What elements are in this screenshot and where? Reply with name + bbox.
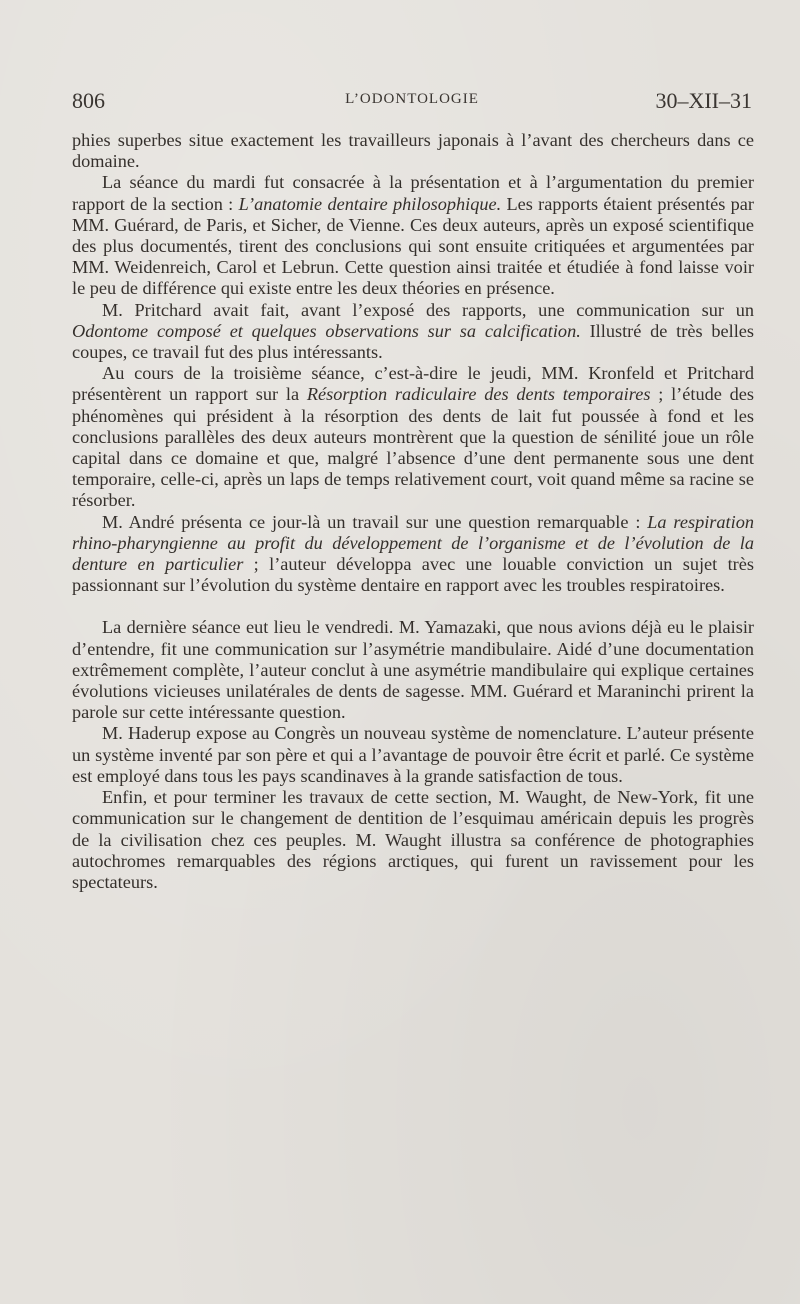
paragraph-text: phies superbes situe exactement les travailleurs japonais à l’avant des chercheurs dans ce domaine. <box>72 130 754 172</box>
paragraph-8 <box>72 787 754 893</box>
paragraph-text: ; l’auteur développa avec une louable conviction un sujet très passionnant sur l’évolution du système dentaire en rapport avec les troubles respiratoires. <box>72 554 754 596</box>
paragraph-text: Au cours de la troisième séance, c’est-à-dire le jeudi, MM. Kronfeld et Pritchard présentèrent un rapport sur la <box>72 363 754 405</box>
paragraph-text: La séance du mardi fut consacrée à la présentation et à l’argumentation du premier rapport de la section : <box>72 172 754 214</box>
report-title: L’anatomie dentaire philosophique. <box>238 193 502 214</box>
paragraph-5 <box>72 512 754 597</box>
paragraph-text: M. André présenta ce jour-là un travail sur une question remarquable : <box>102 511 648 532</box>
page-header <box>72 88 752 118</box>
report-title: Résorption radiculaire des dents temporaires <box>306 384 651 405</box>
work-title: La respiration rhino-pharyngienne au profit du développement de l’organisme et de l’évolution de la denture en particulier <box>72 511 754 575</box>
paragraph-text: Les rapports étaient présentés par MM. Guérard, de Paris, et Sicher, de Vienne. Ces deux auteurs, après un exposé scientifique des plus documentés, tirent des conclusions qui sont ensuite critiquées et argumentées par MM. Weidenreich, Carol et Lebrun. Cette question ainsi traitée et étudiée à fond laisse voir le peu de différence qui existe entre les deux théories en présence. <box>72 193 755 299</box>
paragraph-1 <box>72 130 754 172</box>
paragraph-4 <box>72 363 754 511</box>
article-body <box>72 130 754 893</box>
paragraph-text: ; l’étude des phénomènes qui président à la résorption des dents de lait fut poussée à fond et les conclusions parallèles des deux auteurs montrèrent que la question de sénilité joue un rôle capital dans ce domaine et que, malgré l’absence d’une dent permanente sous une dent temporaire, celle-ci, après un laps de temps relativement court, voit quand même sa racine se résorber. <box>72 384 754 511</box>
page-number: 806 <box>72 88 105 113</box>
paragraph-text: La dernière séance eut lieu le vendredi. M. Yamazaki, que nous avions déjà eu le plaisir d’entendre, fit une communication sur l’asymétrie mandibulaire. Aidé d’une documentation extrêmement complète, l’auteur conclut à une asymétrie mandibulaire qui explique certaines évolutions vicieuses unilatérales de dents de sagesse. MM. Guérard et Maraninchi prirent la parole sur cette intéressante question. <box>72 617 754 723</box>
paragraph-2 <box>72 172 754 299</box>
paragraph-text: Enfin, et pour terminer les travaux de cette section, M. Waught, de New-York, fit une communication sur le changement de dentition de l’esquimau américain depuis les progrès de la civilisation chez ces peuples. M. Waught illustra sa conférence de photographies autochromes remarquables des régions arctiques, qui furent un ravissement pour les spectateurs. <box>72 787 754 892</box>
issue-date: 30–XII–31 <box>655 88 752 113</box>
running-title: L’ODONTOLOGIE <box>345 91 479 107</box>
communication-title: Odontome composé et quelques observations sur sa calcification. <box>72 320 581 341</box>
paragraph-6 <box>72 617 754 723</box>
paragraph-3 <box>72 300 754 364</box>
paragraph-text: M. Pritchard avait fait, avant l’exposé des rapports, une communication sur un <box>102 299 754 320</box>
paragraph-text: M. Haderup expose au Congrès un nouveau système de nomenclature. L’auteur présente un système inventé par son père et qui a l’avantage de pouvoir être écrit et parlé. Ce système est employé dans tous les pays scandinaves à la grande satisfaction de tous. <box>72 723 754 786</box>
paragraph-7 <box>72 723 754 787</box>
paragraph-text: Illustré de très belles coupes, ce travail fut des plus intéressants. <box>72 320 754 363</box>
